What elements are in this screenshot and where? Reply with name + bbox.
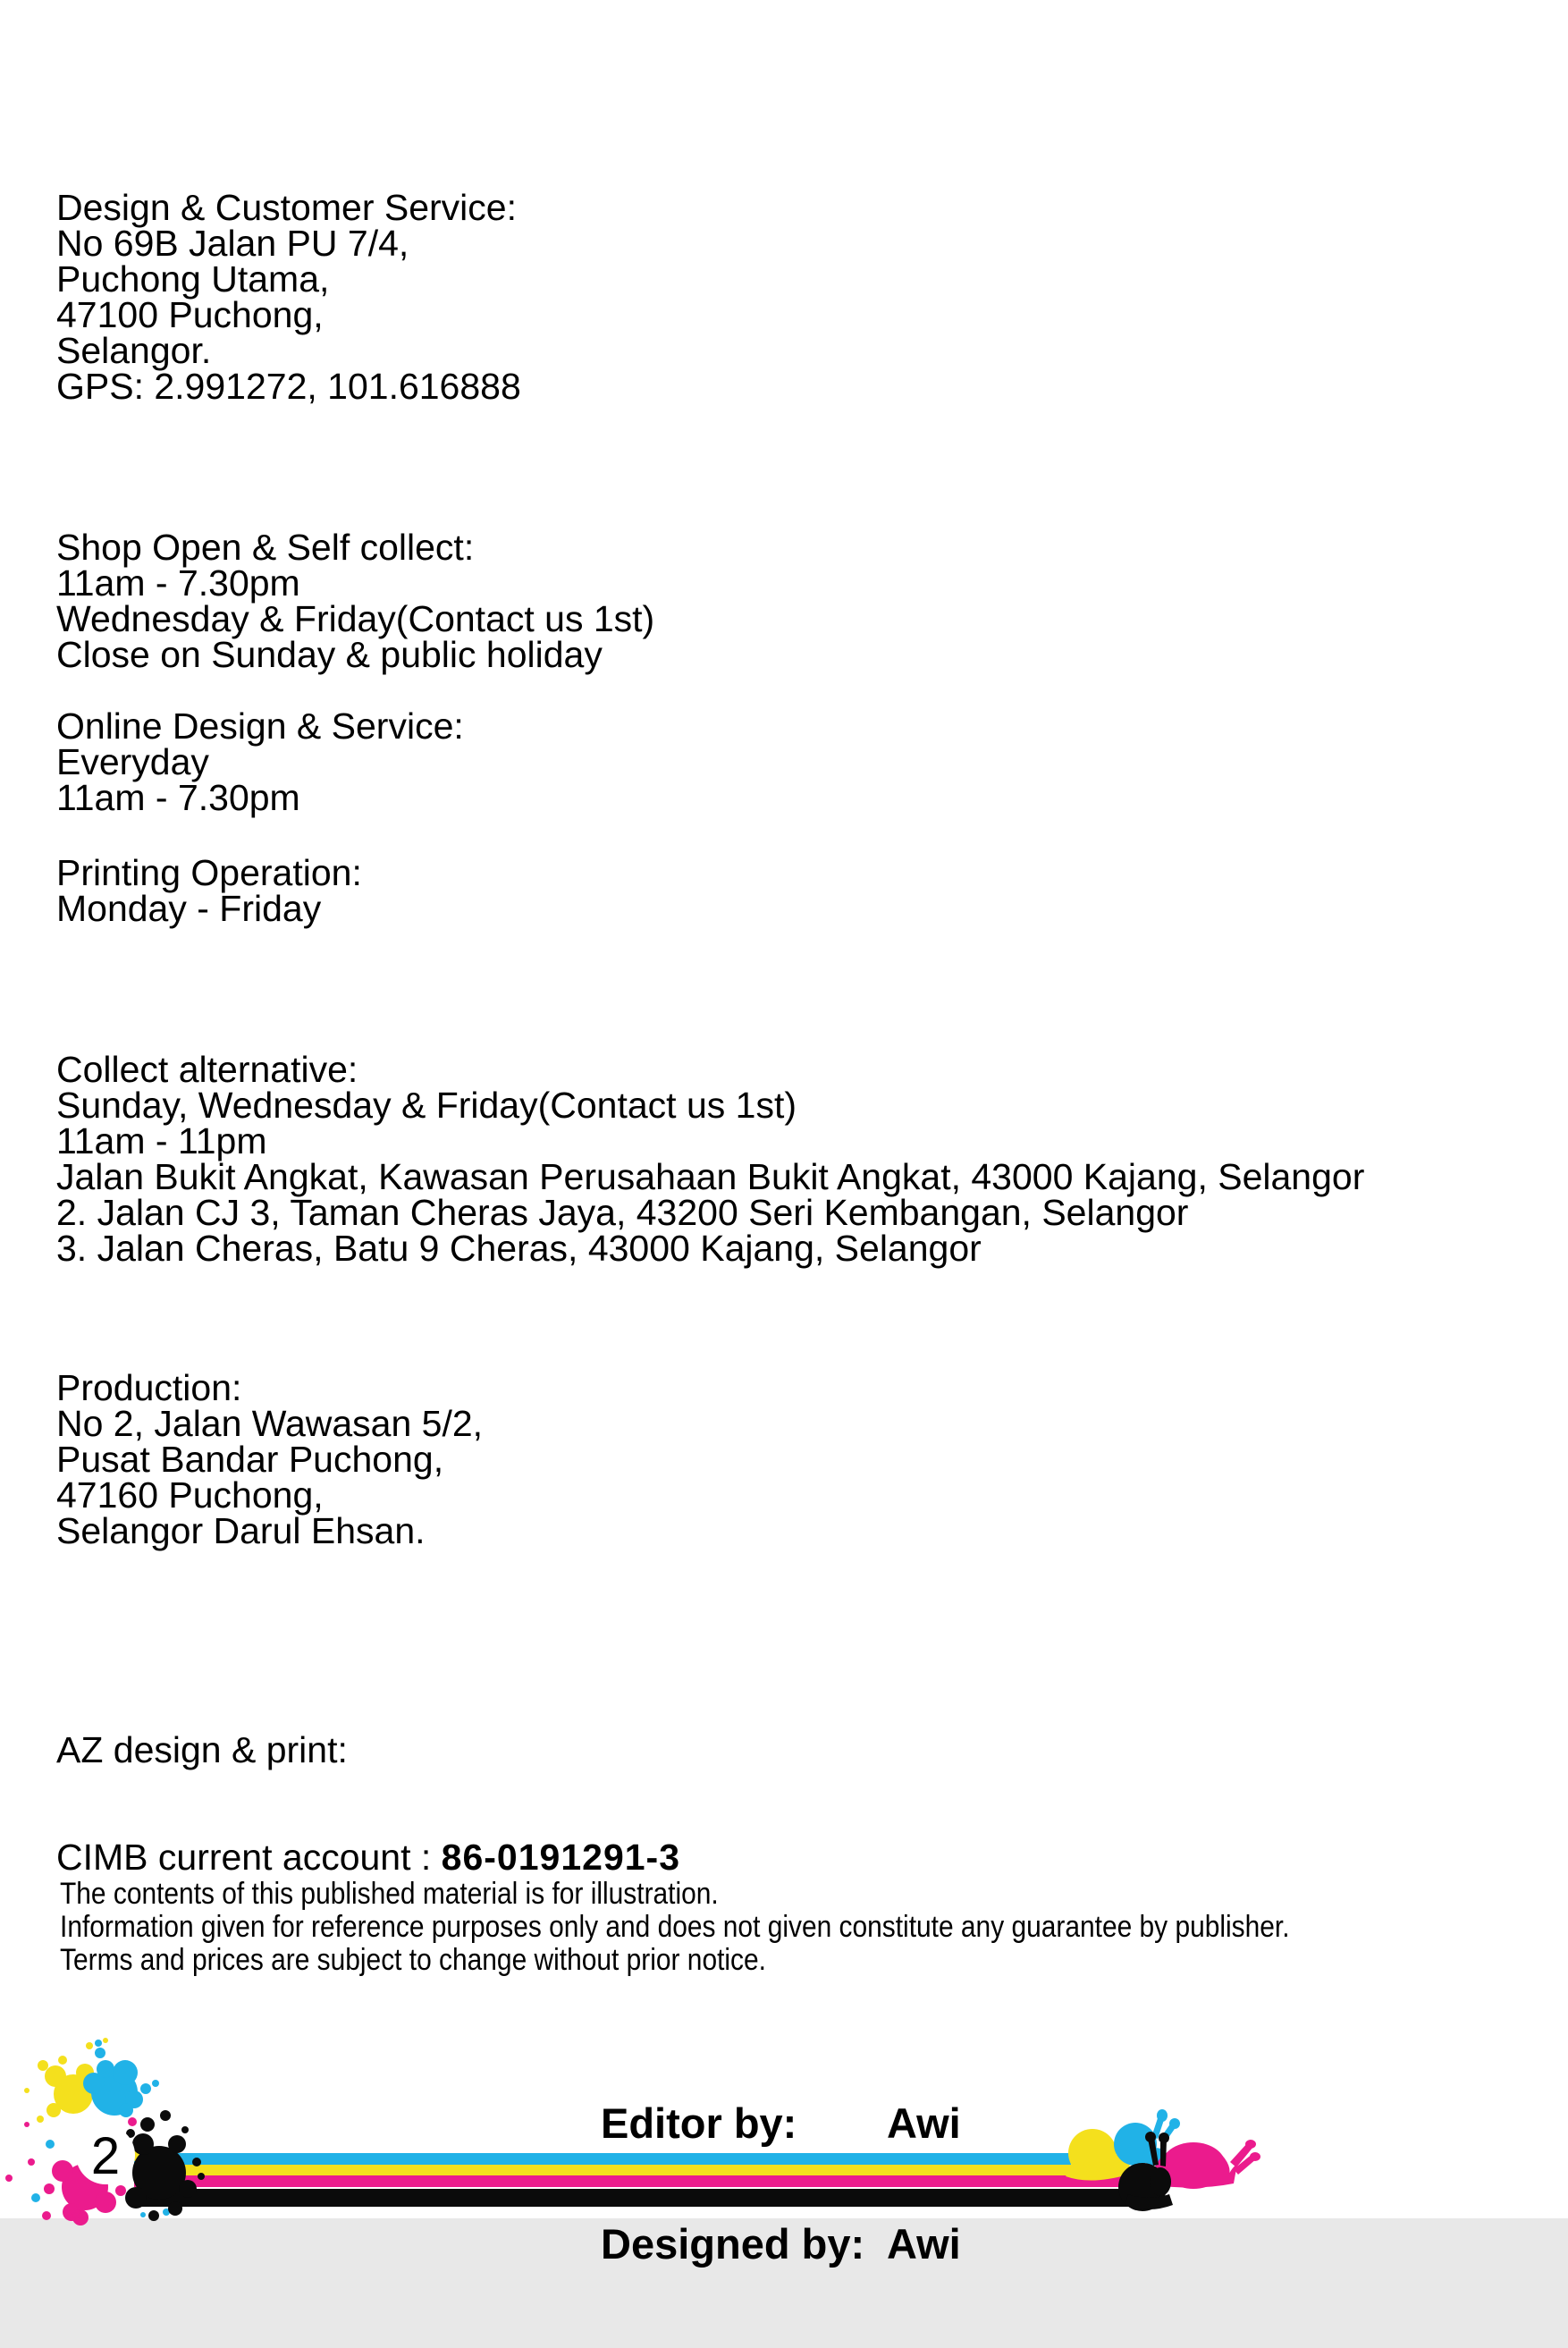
text-line: Online Design & Service: (56, 705, 464, 747)
design-customer-service-block (56, 187, 521, 407)
editor-value: Awi (887, 2099, 961, 2147)
text-line: Monday - Friday (56, 888, 322, 929)
text-line: Wednesday & Friday(Contact us 1st) (56, 598, 655, 639)
text-line: Close on Sunday & public holiday (56, 634, 603, 675)
text-line: Selangor. (56, 330, 212, 371)
text-line: 47160 Puchong, (56, 1474, 324, 1516)
text-line: Selangor Darul Ehsan. (56, 1510, 426, 1551)
text-line: Jalan Bukit Angkat, Kawasan Perusahaan Bukit Angkat, 43000 Kajang, Selangor (56, 1156, 1365, 1197)
account-label: CIMB current account : (56, 1837, 442, 1878)
text-line: Production: (56, 1367, 242, 1408)
cmyk-snails-icon (1019, 2108, 1269, 2218)
account-number: 86-0191291-3 (441, 1837, 681, 1878)
cyan-stripe (134, 2153, 1071, 2165)
text-line: GPS: 2.991272, 101.616888 (56, 366, 521, 407)
printing-operation-block (56, 852, 362, 929)
text-line: 11am - 7.30pm (56, 777, 300, 818)
text-line: The contents of this published material is for illustration. (60, 1877, 719, 1911)
text-line: Shop Open & Self collect: (56, 527, 475, 568)
text-line: Puchong Utama, (56, 258, 330, 300)
online-design-service-block (56, 705, 464, 818)
yellow-stripe (134, 2165, 1115, 2175)
text-line: 11am - 11pm (56, 1120, 267, 1161)
text-line: Terms and prices are subject to change without prior notice. (60, 1943, 766, 1977)
paint-splatter-icon (0, 2037, 215, 2218)
text-line: Everyday (56, 741, 209, 782)
designer-row (601, 2220, 961, 2268)
text-line: Pusat Bandar Puchong, (56, 1439, 444, 1480)
editor-row (601, 2099, 961, 2147)
text-line: 11am - 7.30pm (56, 562, 300, 604)
text-line: No 2, Jalan Wawasan 5/2, (56, 1403, 484, 1444)
disclaimer-block (60, 1878, 1290, 1977)
text-line: Collect alternative: (56, 1049, 358, 1090)
account-line (56, 1837, 681, 1878)
editor-label: Editor by: (601, 2099, 797, 2147)
magenta-stripe (134, 2175, 1162, 2187)
collect-alternative-block (56, 1049, 1365, 1269)
production-block (56, 1367, 484, 1551)
text-line: 3. Jalan Cheras, Batu 9 Cheras, 43000 Kajang, Selangor (56, 1228, 982, 1269)
text-line: Sunday, Wednesday & Friday(Contact us 1st) (56, 1085, 797, 1126)
text-line: Printing Operation: (56, 852, 362, 893)
designer-value: Awi (887, 2220, 961, 2268)
black-stripe (134, 2189, 1146, 2207)
text-line: 47100 Puchong, (56, 294, 324, 335)
account-heading: AZ design & print: (56, 1729, 348, 1770)
designer-label: Designed by: (601, 2220, 865, 2268)
text-line: Information given for reference purposes only and does not given constitute any guarantee by publisher. (60, 1910, 1290, 1944)
shop-open-block (56, 527, 655, 675)
page-number: 2 (90, 2127, 121, 2185)
text-line: No 69B Jalan PU 7/4, (56, 223, 409, 264)
text-line: 2. Jalan CJ 3, Taman Cheras Jaya, 43200 Seri Kembangan, Selangor (56, 1192, 1189, 1233)
text-line: Design & Customer Service: (56, 187, 517, 228)
